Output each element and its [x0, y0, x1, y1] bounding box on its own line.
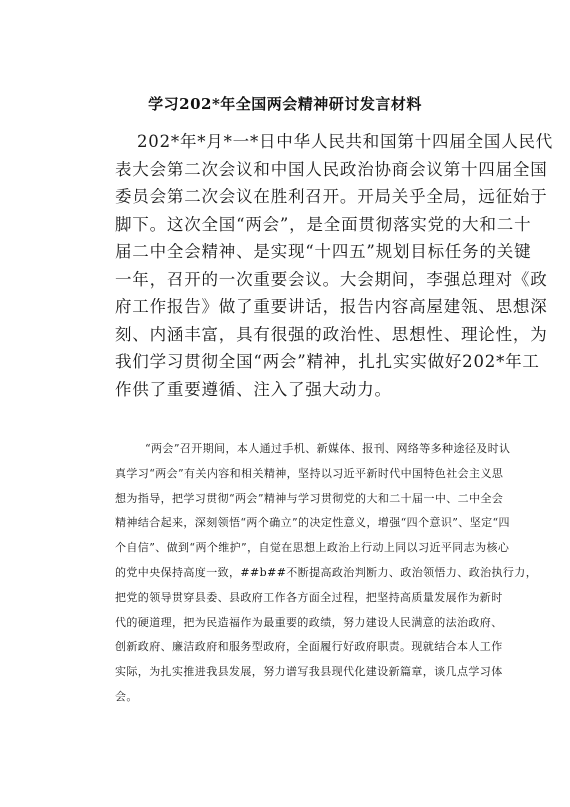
paragraph-2-line: 精神结合起来，深刻领悟“两个确立”的决定性意义，增强“四个意识”、坚定“四 — [115, 516, 510, 530]
paragraph-1-line: 届二中全会精神、是实现“十四五”规划目标任务的关键 — [115, 242, 532, 261]
paragraph-2-line: 的党中央保持高度一致，##b##不断提高政治判断力、政治领悟力、政治执行力， — [115, 565, 538, 579]
paragraph-1-line: 府工作报告》做了重要讲话，报告内容高屋建瓴、思想深 — [115, 297, 548, 316]
paragraph-2-line: 把党的领导贯穿县委、县政府工作各方面全过程，把坚持高质量发展作为新时 — [115, 590, 503, 604]
paragraph-2-line: 创新政府、廉洁政府和服务型政府，全面履行好政府职责。现就结合本人工作 — [115, 640, 503, 654]
paragraph-2-line: 真学习“两会”有关内容和相关精神，坚持以习近平新时代中国特色社会主义思 — [115, 466, 504, 480]
paragraph-2 — [115, 437, 538, 710]
paragraph-1-line: 我们学习贯彻全国“两会”精神，扎扎实实做好202*年工 — [115, 352, 540, 371]
paragraph-1 — [115, 128, 554, 403]
document-title: 学习202*年全国两会精神研讨发言材料 — [148, 95, 422, 113]
paragraph-2-line: “两会”召开期间，本人通过手机、新媒体、报刊、网络等多种途径及时认 — [145, 442, 511, 455]
paragraph-1-line: 刻、内涵丰富，具有很强的政治性、思想性、理论性，为 — [115, 324, 548, 344]
paragraph-1-line: 脚下。这次全国“两会”，是全面贯彻落实党的大和二十 — [115, 214, 532, 234]
paragraph-1-line: 作供了重要遵循、注入了强大动力。 — [115, 379, 392, 399]
paragraph-2-line: 代的硬道理，把为民造福作为最重要的政绩，努力建设人民满意的法治政府、 — [115, 615, 503, 629]
paragraph-2-line: 实际，为扎实推进我县发展，努力谱写我县现代化建设新篇章，谈几点学习体 — [115, 665, 503, 679]
paragraph-2-line: 个自信”、做到“两个维护”，自觉在思想上政治上行动上同以习近平同志为核心 — [115, 541, 510, 555]
paragraph-1-line: 一年，召开的一次重要会议。大会期间，李强总理对《政 — [115, 269, 548, 289]
paragraph-2-line: 会。 — [115, 689, 138, 703]
paragraph-1-line: 202*年*月*一*日中华人民共和国第十四届全国人民代 — [137, 132, 554, 151]
paragraph-1-line: 委员会第二次会议在胜利召开。开局关乎全局，远征始于 — [115, 187, 548, 206]
paragraph-1-line: 表大会第二次会议和中国人民政治协商会议第十四届全国 — [115, 159, 548, 179]
paragraph-2-line: 想为指导，把学习贯彻“两会”精神与学习贯彻党的大和二十届一中、二中全会 — [115, 491, 504, 505]
